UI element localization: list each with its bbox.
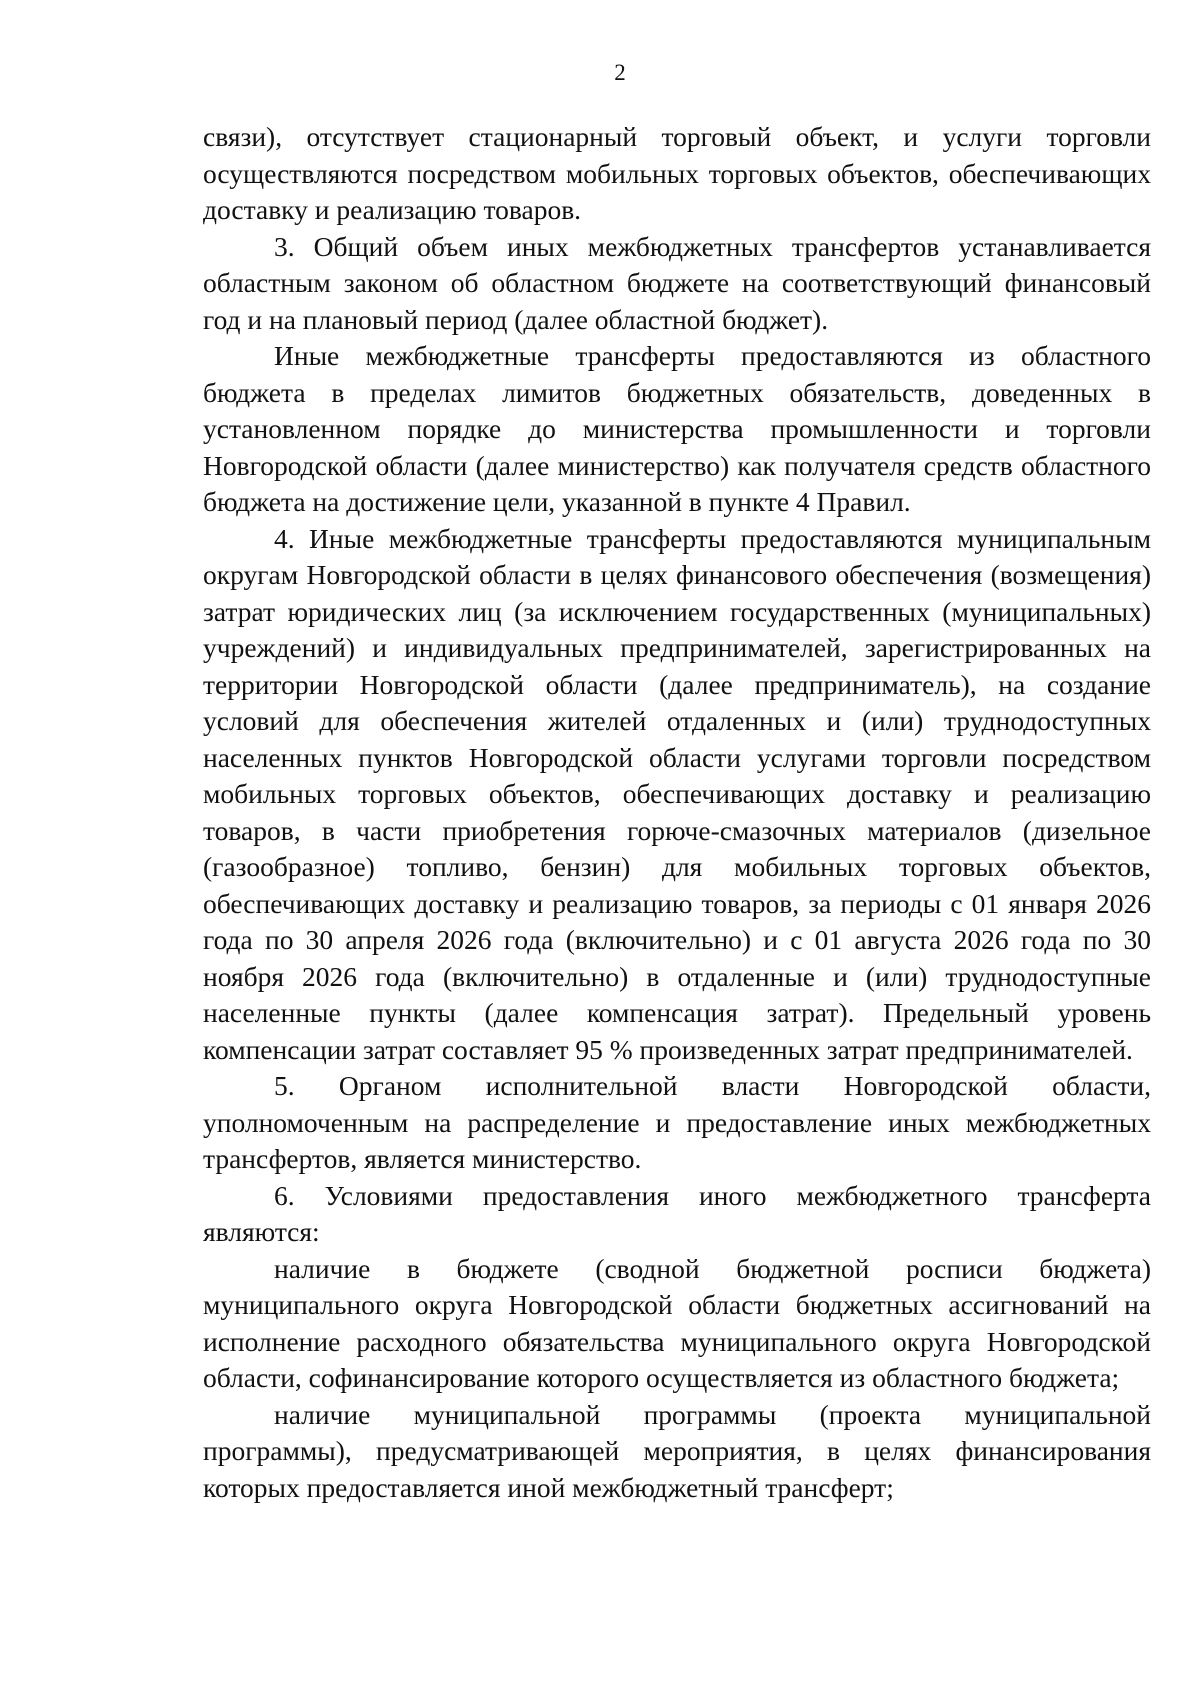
paragraph-item-3-limits: Иные межбюджетные трансферты предоставляются из областного бюджета в пределах лимитов бюджетных обязательств, доведенных в установленном порядке до министерства промышленности и торговли Новгородской области (далее министерство) как получателя средств областного бюджета на достижение цели, указанной в пункте 4 Правил.: [203, 340, 1151, 517]
page-number: 2: [614, 60, 626, 85]
paragraph-item-4: 4. Иные межбюджетные трансферты предоставляются муниципальным округам Новгородской области в целях финансового обеспечения (возмещения) затрат юридических лиц (за исключением государственных (муниципальных) учреждений) и индивидуальных предпринимателей, зарегистрированных на территории Новгородской области (далее предприниматель), на создание условий для обеспечения жителей отдаленных и (или) труднодоступных населенных пунктов Новгородской области услугами торговли посредством мобильных торговых объектов, обеспечивающих доставку и реализацию товаров, в части приобретения горюче-смазочных материалов (дизельное (газообразное) топливо, бензин) для мобильных торговых объектов, обеспечивающих доставку и реализацию товаров, за периоды с 01 января 2026 года по 30 апреля 2026 года (включительно) и с 01 августа 2026 года по 30 ноября 2026 года (включительно) в отдаленные и (или) труднодоступные населенные пункты (далее компенсация затрат). Предельный уровень компенсации затрат составляет 95 % произведенных затрат предпринимателей.: [203, 522, 1151, 1065]
paragraph-condition-program: наличие муниципальной программы (проекта муниципальной программы), предусматривающей мероприятия, в целях финансирования которых предоставляется иной межбюджетный трансферт;: [203, 1398, 1151, 1503]
paragraph-condition-budget: наличие в бюджете (сводной бюджетной росписи бюджета) муниципального округа Новгородской области бюджетных ассигнований на исполнение расходного обязательства муниципального округа Новгородской области, софинансирование которого осуществляется из областного бюджета;: [203, 1252, 1151, 1393]
document-body: [203, 119, 1151, 1506]
paragraph-item-6: 6. Условиями предоставления иного межбюджетного трансферта являются:: [203, 1179, 1151, 1247]
paragraph-item-3: 3. Общий объем иных межбюджетных трансфертов устанавливается областным законом об областном бюджете на соответствующий финансовый год и на плановый период (далее областной бюджет).: [203, 230, 1151, 335]
paragraph-item-5: 5. Органом исполнительной власти Новгородской области, уполномоченным на распределение и предоставление иных межбюджетных трансфертов, является министерство.: [203, 1070, 1151, 1174]
paragraph-continuation: связи), отсутствует стационарный торговый объект, и услуги торговли осуществляются посредством мобильных торговых объектов, обеспечивающих доставку и реализацию товаров.: [203, 121, 1151, 225]
